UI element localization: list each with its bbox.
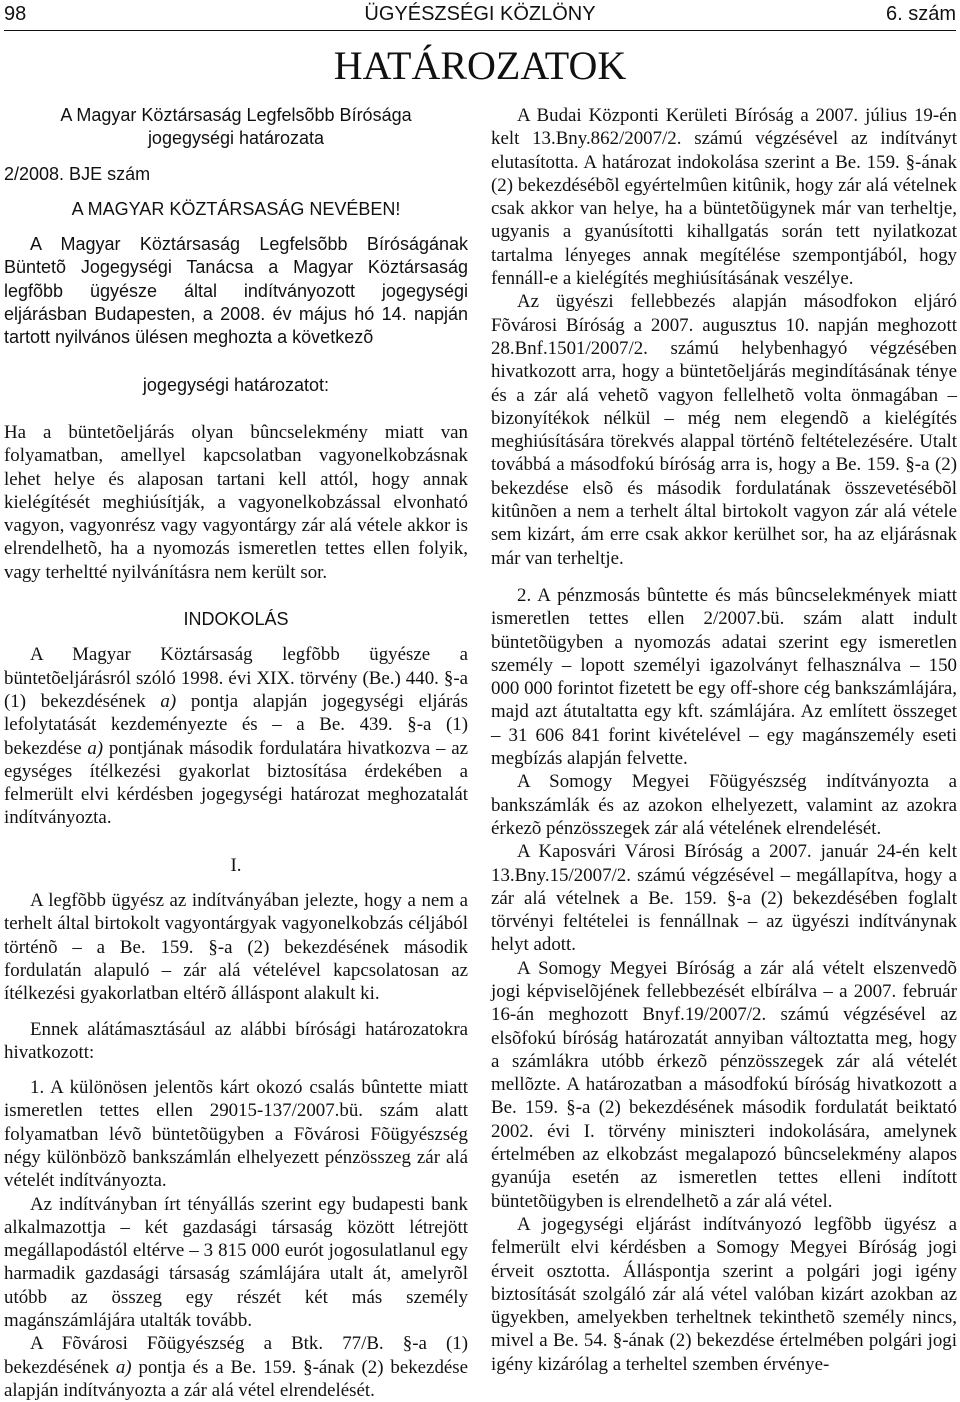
decision-heading <box>4 104 468 397</box>
paragraph: Az indítványban írt tényállás szerint egy budapesti bank alkalmazottja – két gazdasági társaság között létrejött megállapodástól eltérve – 3 815 000 eurót jogosulatlanul egy harmadik gazdasági társaság számlájára utalt át, amelyrõl utóbb az összeg egy részét két más személy magánszámlájára utalták tovább. <box>4 1193 468 1332</box>
paragraph: A Kaposvári Városi Bíróság a 2007. január 24-én kelt 13.Bny.15/2007/2. számú végzésével – megállapítva, hogy a zár alá vételnek a Be. 159. §-a (2) bekezdésében foglalt törvényi feltételei is fennállnak – az ügyészi indítványnak helyt adott. <box>491 841 957 956</box>
paragraph: A jogegységi eljárást indítványozó legfõbb ügyész a felmerült elvi kérdésben a Somogy Megyei Bíróság jogi érveit osztotta. Álláspontja szerint a polgári jogi igény biztosítását szolgáló zár alá vétel valóban kizárt azokban az ügyekben, amelyekben terheltnek tekinthetõ személy nincs, mivel a Be. 54. §-ának (2) bekezdése értelmében polgári jogi igény kizárólag a terheltel szemben érvénye- <box>491 1213 957 1375</box>
ruling-heading: jogegységi határozatot: <box>142 374 330 395</box>
paragraph: Ennek alátámasztásául az alábbi bírósági határozatokra hivatkozott: <box>4 1018 468 1063</box>
roman-numeral-heading: I. <box>230 854 242 876</box>
left-column <box>4 104 468 1402</box>
paragraph: A Fõvárosi Fõügyészség a Btk. 77/B. §-a (1) bekezdésének a) pontja és a Be. 159. §-ának (2) bekezdése alapján indítványozta a zár alá vétel elrendelését. <box>4 1333 469 1401</box>
paragraph: Az ügyészi fellebbezés alapján másodfokon eljáró Fõvárosi Bíróság a 2007. augusztus 10. napján meghozott 28.Bnf.1501/2007/2. számú helybenhagyó végzésében hivatkozott arra, hogy a büntetõeljárás megindításának ténye és a zár alá vehetõ vagyon fellelhetõ volta önmagában – bizonyítékok nélkül – még nem elegendõ a kielégítés meghiúsítására törekvés alappal történõ feltételezésére. Utalt továbbá a másodfokú bíróság arra is, hogy a Be. 159. §-a (2) bekezdése elsõ és második fordulatának összevetésébõl kitûnõen a nem a terhelt által birtokolt vagyon zár alá vétele sem kizárt, ám erre csak akkor kerülhet sor, ha az eljárásnak már van terheltje. <box>491 291 957 569</box>
decision-number: 2/2008. BJE szám <box>4 163 151 184</box>
paragraph: 1. A különösen jelentõs kárt okozó csalás bûntette miatt ismeretlen tettes ellen 29015-137/2007.bü. szám alatt folyamatban lévõ büntetõügyben a Fõvárosi Fõügyészség négy különbözõ bankszámlán elhelyezett pénzösszeg zár alá vételét indítványozta. <box>4 1077 468 1192</box>
running-header <box>4 1 956 27</box>
issue-number: 6. szám <box>885 3 956 25</box>
paragraph: A Somogy Megyei Bíróság a zár alá vételt elszenvedõ jogi képviselõjének fellebbezését elbírálva – a 2007. február 16-án meghozott Bnyf.19/2007/2. számú végzésével az elsõfokú bíróság határozatát annyiban változtatta meg, hogy a számlákra utóbb érkezõ pénzösszegek zár alá vételét mellõzte. A határozatban a másodfokú bíróság hivatkozott a Be. 159. §-a (2) bekezdésének második fordulatát beiktató 2002. évi I. törvény miniszteri indokolására, amelynek értelmében az elkobzást megalapozó bûncselekmény alapos gyanúja esetén az ismeretlen tettes elleni indított büntetõügyben is elrendelhetõ a zár alá vétel. <box>491 957 957 1212</box>
paragraph: 2. A pénzmosás bûntette és más bûncselekmények miatt ismeretlen tettes ellen 2/2007.bü. szám alatt indult büntetõügyben a nyomozás adatai szerint egy ismeretlen személy – lopott személyi igazolványt felhasználva – 150 000 000 forintot fizetett be egy off-shore cég bankszámlájára, majd azt átutaltatta egy kft. számlájára. Az említett összeget – 31 606 841 forint kivételével – egy magánszemély eseti megbízás alapján felvette. <box>491 584 957 770</box>
paragraph: A Budai Központi Kerületi Bíróság a 2007. július 19-én kelt 13.Bny.862/2007/2. számú végzésével az indítványt elutasította. A határozat indokolása szerint a Be. 159. §-ának (2) bekezdésébõl egyértelmûen kitûnik, hogy zár alá vételnek csak akkor van helye, ha a büntetõügynek már van terheltje, ugyanis a gyanúsítotti kihallgatás során tett nyilatkozat tartalma lényeges annak megítélése szempontjából, hogy fennáll-e a kielégítés meghiúsításának veszélye. <box>491 105 957 290</box>
section-title: HATÁROZATOK <box>333 43 627 88</box>
decision-type: jogegységi határozata <box>147 128 325 149</box>
reasoning-paragraph: A Magyar Köztársaság legfõbb ügyésze a büntetõeljárásról szóló 1998. évi XIX. törvény (Be.) 440. §-a (1) bekezdésének a) pontja alapján jogegységi eljárás lefolytatását kezdeményezte és – a Be. 439. §-a (1) bekezdése a) pontjának második fordulatára hivatkozva – az egységes ítélkezési gyakorlat biztosítása érdekében a felmerült elvi kérdésben jogegységi határozat meghozatalát indítványozta. <box>4 644 468 829</box>
journal-title: ÜGYÉSZSÉGI KÖZLÖNY <box>364 3 596 25</box>
paragraph: A Somogy Megyei Fõügyészség indítványozta a bankszámlák és az azokon elhelyezett, valamint az azokra érkezõ pénzösszegek zár alá vételének elrendelését. <box>491 771 957 839</box>
paragraph: A legfõbb ügyész az indítványában jelezte, hogy a nem a terhelt által birtokolt vagyontárgyak vagyonelkobzás céljából történõ – a Be. 159. §-a (2) bekezdésének második fordulatán alapuló – zár alá vételével kapcsolatosan az ítélkezési gyakorlatban eltérõ álláspont alakult ki. <box>4 890 468 1005</box>
header-rule <box>4 30 956 31</box>
intro-paragraph: A Magyar Köztársaság Legfelsõbb Bíróságának Büntetõ Jogegységi Tanácsa a Magyar Köztársaság legfõbb ügyésze által indítványozott jogegységi eljárásban Budapesten, a 2008. év május hó 14. napján tartott nyilvános ülésen meghozta a következõ <box>4 234 468 348</box>
in-the-name-line: A MAGYAR KÖZTÁRSASÁG NEVÉBEN! <box>71 198 401 219</box>
ruling-text: Ha a büntetõeljárás olyan bûncselekmény miatt van folyamatban, amellyel kapcsolatban vagyonelkobzásnak lehet helye és alaposan tartani kell attól, hogy annak kielégítését meghiúsítják, a vagyonelkobzással elvonható vagyon, vagyonrész vagy vagyontárgy zár alá vétele akkor is elrendelhetõ, ha a nyomozás ismeretlen tettes ellen folyik, vagy terheltté nyilvánításra nem került sor. <box>4 421 468 583</box>
reasoning-heading: INDOKOLÁS <box>183 609 289 630</box>
page-number: 98 <box>4 3 27 25</box>
court-name: A Magyar Köztársaság Legfelsõbb Bírósága <box>60 105 412 125</box>
right-column <box>491 104 957 1376</box>
